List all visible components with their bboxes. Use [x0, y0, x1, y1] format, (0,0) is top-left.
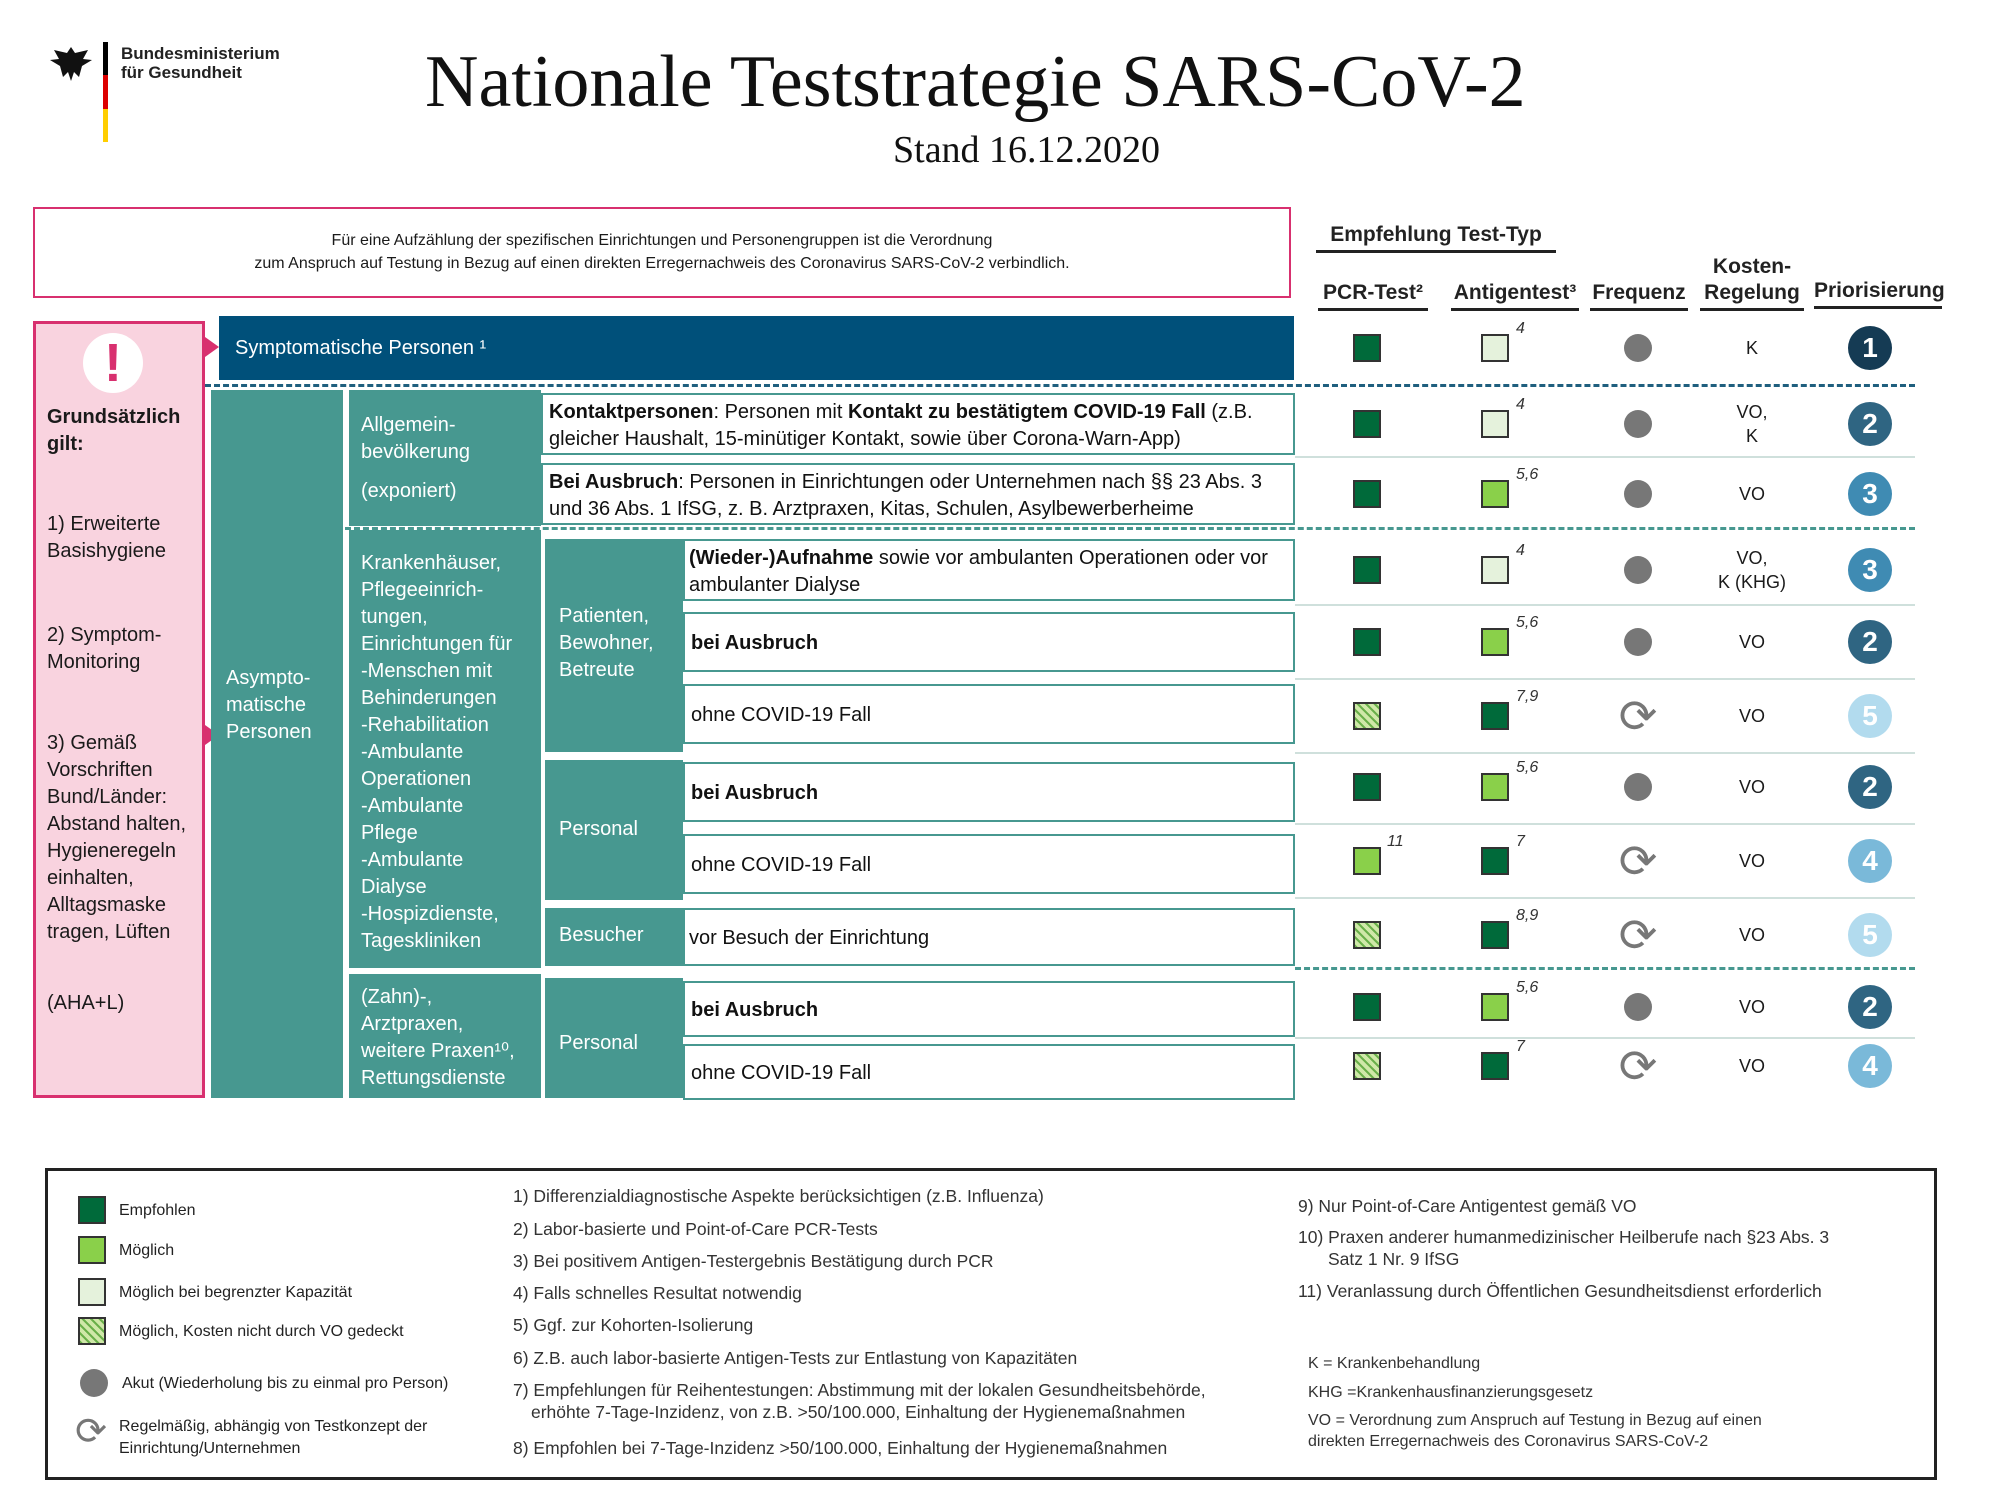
antigen-footnote-ref: 4: [1516, 396, 1525, 413]
pcr-marker: [1353, 480, 1381, 508]
row-kontakt-bold1: Kontaktpersonen: [549, 401, 714, 423]
antigen-footnote-ref: 5,6: [1516, 759, 1539, 776]
acute-dot-icon: [1624, 410, 1652, 438]
row-wiederaufnahme: [683, 539, 1295, 601]
separator: [1295, 823, 1915, 825]
footnote-7b: erhöhte 7-Tage-Inzidenz, von z.B. >50/100.000, Einhaltung der Hygienemaßnahmen: [531, 1402, 1186, 1422]
legend-cycle-icon: ⟳: [75, 1411, 107, 1453]
antigen-footnote-ref: 4: [1516, 320, 1525, 337]
cost-rule: VO: [1738, 777, 1765, 797]
personal-block: [545, 760, 683, 900]
header-frequenz: Frequenz: [1590, 280, 1688, 311]
block-gap: [343, 460, 349, 466]
footnote-3: 3) Bei positivem Antigen-Testergebnis Bestätigung durch PCR: [513, 1251, 994, 1271]
cost-rule: VO: [1738, 632, 1765, 652]
exponiert-label: (exponiert): [361, 480, 457, 502]
row-kontakt-bold2: Kontakt zu bestätigtem COVID-19 Fall: [847, 401, 1206, 423]
header-priorisierung: Priorisierung: [1814, 278, 1942, 309]
kranken-block: [349, 530, 541, 968]
footnote-1: 1) Differenzialdiagnostische Aspekte berücksichtigen (z.B. Influenza): [513, 1186, 1044, 1206]
antigen-footnote-ref: 5,6: [1516, 979, 1539, 996]
row-patienten-ausbruch-text: bei Ausbruch: [691, 632, 819, 654]
antigen-marker: [1481, 480, 1509, 508]
kranken-label: Krankenhäuser, Pflegeeinrich- tungen, Einrichtungen für -Menschen mit Behinderungen -Rehabilitation -Ambulante Operationen -Ambulante Pflege -Ambulante Dialyse -Hospizdienste, Tageskliniken: [361, 552, 513, 952]
acute-dot-icon: [1624, 334, 1652, 362]
priority-badge: 2: [1848, 402, 1892, 446]
row-kontakt-text1: : Personen mit: [713, 401, 848, 423]
acute-dot-icon: [1624, 773, 1652, 801]
priority-badge: 3: [1848, 472, 1892, 516]
pcr-marker: [1353, 847, 1381, 875]
priority-badge: 5: [1848, 694, 1892, 738]
cost-rule: VO: [1738, 851, 1765, 871]
cost-rule: VO: [1738, 1056, 1765, 1076]
row-personal-ohne: [683, 834, 1295, 894]
pcr-marker: [1353, 702, 1381, 730]
patienten-label: Patienten, Bewohner, Betreute: [559, 605, 654, 681]
block-gap: [343, 855, 349, 970]
row-kontaktpersonen: [541, 393, 1295, 455]
abbr-vo-1: VO = Verordnung zum Anspruch auf Testung in Bezug auf einen: [1308, 1412, 1762, 1429]
pcr-marker: [1353, 921, 1381, 949]
flag-bar: [103, 42, 108, 142]
rule-3: 3) Gemäß Vorschriften Bund/Länder: Abstand halten, Hygieneregeln einhalten, Alltagsmaske tragen, Lüften: [47, 732, 186, 943]
footnote-10b: Satz 1 Nr. 9 IfSG: [1328, 1249, 1460, 1269]
praxen-block: [349, 974, 541, 1098]
footnote-8: 8) Empfohlen bei 7-Tage-Inzidenz >50/100.000, Einhaltung der Hygienemaßnahmen: [513, 1438, 1168, 1458]
legend-akut: Akut (Wiederholung bis zu einmal pro Person): [122, 1375, 449, 1392]
footnote-7a: 7) Empfehlungen für Reihentestungen: Abstimmung mit der lokalen Gesundheitsbehörde,: [513, 1380, 1206, 1400]
legend-begrenzt-swatch: [78, 1278, 106, 1306]
priority-badge: 2: [1848, 985, 1892, 1029]
rule-1: 1) Erweiterte Basishygiene: [47, 513, 166, 562]
repeat-cycle-icon: ⟳: [1618, 835, 1658, 887]
personal-praxen-label: Personal: [559, 1032, 638, 1054]
row-ausbruch-bold: Bei Ausbruch: [549, 471, 679, 493]
footnote-2: 2) Labor-basierte und Point-of-Care PCR-Tests: [513, 1219, 878, 1239]
rule-4: (AHA+L): [47, 992, 125, 1014]
besucher-block: [545, 908, 683, 966]
cost-rule: K: [1745, 338, 1758, 358]
header-kosten: Kosten- Regelung: [1700, 254, 1804, 311]
pcr-marker: [1353, 773, 1381, 801]
row-besuch: [683, 908, 1295, 966]
row-praxen-ohne-text: ohne COVID-19 Fall: [691, 1062, 872, 1084]
antigen-marker: [1481, 773, 1509, 801]
header-test-type: Empfehlung Test-Typ: [1316, 222, 1556, 253]
separator: [1295, 456, 1915, 458]
abbr-khg: KHG =Krankenhausfinanzierungsgesetz: [1308, 1384, 1594, 1401]
cost-rule: VO: [1738, 925, 1765, 945]
legend-empfohlen: Empfohlen: [119, 1202, 196, 1219]
separator: [1295, 1037, 1915, 1039]
row-kontakt-text2: (z.B. gleicher Haushalt, 15-minütiger Kontakt, sowie über Corona-Warn-App): [549, 401, 1253, 450]
abbr-vo-2: direkten Erregernachweis des Coronavirus SARS-CoV-2: [1308, 1433, 1709, 1450]
legend-regel-2: Einrichtung/Unternehmen: [119, 1440, 301, 1457]
legend-moeglich: Möglich: [119, 1242, 175, 1259]
asymptomatic-label: Asympto- matische Personen: [226, 667, 312, 743]
cost-rule: VO, K (KHG): [1717, 548, 1786, 592]
legend-regel-1: Regelmäßig, abhängig von Testkonzept der: [119, 1418, 428, 1435]
priority-badge: 3: [1848, 548, 1892, 592]
separator-dashed: [205, 384, 1915, 387]
pcr-marker: [1353, 556, 1381, 584]
antigen-footnote-ref: 5,6: [1516, 466, 1539, 483]
antigen-marker: [1481, 334, 1509, 362]
row-patienten-ohne: [683, 684, 1295, 744]
antigen-marker: [1481, 993, 1509, 1021]
cost-rule: VO: [1738, 997, 1765, 1017]
eagle-icon: [48, 44, 94, 84]
pcr-marker: [1353, 410, 1381, 438]
row-personal-ausbruch: [683, 762, 1295, 822]
ordinance-note: [33, 207, 1291, 298]
antigen-footnote-ref: 4: [1516, 542, 1525, 559]
antigen-footnote-ref: 8,9: [1516, 907, 1539, 924]
legend-begrenzt: Möglich bei begrenzter Kapazität: [119, 1284, 353, 1301]
row-praxen-ausbruch: [683, 981, 1295, 1037]
row-praxen-ausbruch-text: bei Ausbruch: [691, 999, 819, 1021]
antigen-marker: [1481, 921, 1509, 949]
antigen-marker: [1481, 628, 1509, 656]
priority-badge: 1: [1848, 326, 1892, 370]
legend-kosten: Möglich, Kosten nicht durch VO gedeckt: [119, 1323, 404, 1340]
row-besuch-text: vor Besuch der Einrichtung: [689, 927, 930, 949]
antigen-marker: [1481, 847, 1509, 875]
footnote-6: 6) Z.B. auch labor-basierte Antigen-Tests zur Entlastung von Kapazitäten: [513, 1348, 1078, 1368]
asymptomatic-block: [211, 390, 343, 1098]
pcr-marker: [1353, 1052, 1381, 1080]
separator: [1295, 752, 1915, 754]
cost-rule: VO: [1738, 706, 1765, 726]
personal-label: Personal: [559, 818, 638, 840]
antigen-marker: [1481, 556, 1509, 584]
symptomatic-bar: Symptomatische Personen ¹: [219, 316, 1294, 380]
legend-kosten-swatch: [78, 1317, 106, 1345]
antigen-marker: [1481, 702, 1509, 730]
row-ausbruch-einrichtungen: [541, 463, 1295, 525]
antigen-footnote-ref: 7: [1516, 833, 1525, 850]
row-aufnahme-bold: (Wieder-)Aufnahme: [689, 547, 874, 569]
row-ausbruch-text: : Personen in Einrichtungen oder Unternehmen nach §§ 23 Abs. 3 und 36 Abs. 1 IfSG, z. B. Arztpraxen, Kitas, Schulen, Asylbewerberheime: [549, 471, 1263, 520]
page-title: Nationale Teststrategie SARS-CoV-2: [425, 41, 1526, 123]
footnote-5: 5) Ggf. zur Kohorten-Isolierung: [513, 1315, 754, 1335]
separator: [1295, 604, 1915, 606]
allgemein-label: Allgemein- bevölkerung: [361, 414, 470, 463]
pcr-footnote-ref: 11: [1387, 833, 1404, 850]
acute-dot-icon: [1624, 628, 1652, 656]
footnote-9: 9) Nur Point-of-Care Antigentest gemäß VO: [1298, 1196, 1637, 1216]
priority-badge: 4: [1848, 1044, 1892, 1088]
repeat-cycle-icon: ⟳: [1618, 909, 1658, 961]
note-line-2: zum Anspruch auf Testung in Bezug auf einen direkten Erregernachweis des Coronavirus SARS-CoV-2 verbindlich.: [254, 255, 1070, 272]
patienten-block: [545, 539, 683, 752]
legend-empfohlen-swatch: [78, 1196, 106, 1224]
page-subtitle: Stand 16.12.2020: [893, 129, 1161, 171]
row-praxen-ohne: [683, 1044, 1295, 1100]
acute-dot-icon: [1624, 556, 1652, 584]
note-line-1: Für eine Aufzählung der spezifischen Einrichtungen und Personengruppen ist die Verordnung: [331, 232, 993, 249]
separator: [1295, 897, 1915, 899]
priority-badge: 5: [1848, 913, 1892, 957]
priority-badge: 4: [1848, 839, 1892, 883]
repeat-cycle-icon: ⟳: [1618, 1040, 1658, 1092]
pcr-marker: [1353, 628, 1381, 656]
header-antigen: Antigentest³: [1451, 280, 1579, 311]
footnote-10a: 10) Praxen anderer humanmedizinischer Heilberufe nach §23 Abs. 3: [1298, 1227, 1830, 1247]
rules-title: Grundsätzlich gilt:: [47, 406, 181, 455]
acute-dot-icon: [1624, 993, 1652, 1021]
separator: [1295, 678, 1915, 680]
pcr-marker: [1353, 334, 1381, 362]
antigen-marker: [1481, 1052, 1509, 1080]
footnote-11: 11) Veranlassung durch Öffentlichen Gesundheitsdienst erforderlich: [1298, 1281, 1822, 1301]
antigen-footnote-ref: 7,9: [1516, 688, 1539, 705]
repeat-cycle-icon: ⟳: [1618, 690, 1658, 742]
rule-2: 2) Symptom-Monitoring: [47, 624, 162, 673]
acute-dot-icon: [1624, 480, 1652, 508]
cost-rule: VO, K: [1736, 402, 1768, 446]
row-aufnahme-text: sowie vor ambulanten Operationen oder vor ambulanter Dialyse: [689, 547, 1268, 596]
pcr-marker: [1353, 993, 1381, 1021]
legend-akut-dot-icon: [80, 1369, 108, 1397]
antigen-marker: [1481, 410, 1509, 438]
allgemein-block: [349, 390, 541, 526]
arrow-symptomatic: [205, 337, 219, 357]
row-patienten-ohne-text: ohne COVID-19 Fall: [691, 704, 872, 726]
abbr-k: K = Krankenbehandlung: [1308, 1355, 1481, 1372]
separator-dashed: [345, 527, 1915, 530]
personal-praxen-block: [545, 978, 683, 1098]
cost-rule: VO: [1738, 484, 1765, 504]
priority-badge: 2: [1848, 620, 1892, 664]
warning-icon: !: [83, 333, 143, 393]
praxen-label: (Zahn)-, Arztpraxen, weitere Praxen¹⁰, Rettungsdienste: [361, 986, 515, 1089]
row-patienten-ausbruch: [683, 612, 1295, 672]
besucher-label: Besucher: [559, 924, 644, 946]
footnote-4: 4) Falls schnelles Resultat notwendig: [513, 1283, 802, 1303]
antigen-footnote-ref: 5,6: [1516, 614, 1539, 631]
row-personal-ohne-text: ohne COVID-19 Fall: [691, 854, 872, 876]
ministry-name: Bundesministerium für Gesundheit: [121, 44, 280, 82]
separator-dashed: [1295, 967, 1915, 970]
priority-badge: 2: [1848, 765, 1892, 809]
antigen-footnote-ref: 7: [1516, 1038, 1525, 1055]
header-pcr: PCR-Test²: [1318, 280, 1428, 311]
row-personal-ausbruch-text: bei Ausbruch: [691, 782, 819, 804]
legend-moeglich-swatch: [78, 1236, 106, 1264]
